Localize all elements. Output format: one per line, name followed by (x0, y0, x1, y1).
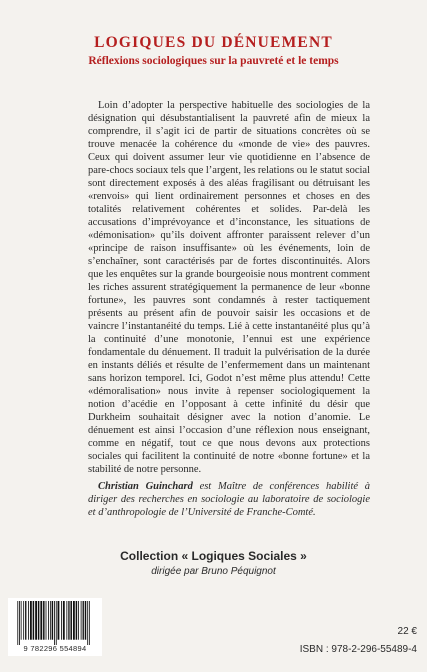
barcode-bar (38, 601, 40, 640)
barcode-bar (50, 601, 51, 640)
barcode-bar (21, 601, 22, 640)
barcode-bar (35, 601, 37, 640)
barcode-bar (58, 601, 60, 640)
barcode-bars (14, 601, 98, 645)
barcode-bar (68, 601, 69, 640)
barcode-bar (30, 601, 32, 640)
barcode-bar (33, 601, 35, 640)
book-subtitle: Réflexions sociologiques sur la pauvreté et le temps (88, 55, 339, 67)
barcode-bar (70, 601, 72, 640)
barcode-bar (87, 601, 88, 645)
blurb-text: Loin d’adopter la perspective habituelle des sociologies de la désignation qui désubstantialisent la pauvreté afin de mieux la comprendre, il s’agit ici de partir de situations concrètes où se trouve menacée la cohérence du «monde de vie» des pauvres. Ceux qui doivent assumer leur vie quotidienne en l’absence de pare-chocs sociaux tels que l’argent, les relations ou le statut social sont directement exposés à des aléas fragilisant ou détruisant les «renvois» qui lient ordinairement personnes et choses en des totalités relativement cohérentes et solides. Par-delà les accusations d’imprévoyance et d’inconstance, les situations de «démonisation» qu’ils doivent affronter paraissent relever d’un «principe de raison insuffisante» où les événements, loin de s’enchaîner, sont caractérisés par de fortes discontinuités. Alors que les enquêtes sur la grande bourgeoisie nous montrent comment les riches assurent stratégiquement la permanence de leur «bonne fortune», les pauvres sont condamnés à rester tactiquement présents au présent afin de pouvoir saisir les occasions et de vaincre l’instantanéité du temps. Lié à cette instantanéité plus qu’à la continuité d’une monotonie, l’ennui est une expérience fondamentale du dénuement. Il traduit la pulvérisation de la durée en instants déliés et résulte de l’enfermement dans un maintenant sans horizon temporel. Ici, Godot n’est même plus attendu! Cette «démoralisation» nous invite à repenser sociologiquement la notion d’acédie en l’opposant à cette infinité du désir que Durkheim souhaitait désigner avec la notion d’anomie. Le dénuement est ainsi l’occasion d’une réflexion nous enseignant, comme en négatif, tout ce que nous devons aux protections sociales qui facilitent la continuité de notre «bonne fortune» et la stabilité de notre personne. (88, 100, 370, 475)
barcode-bar (89, 601, 90, 645)
author-name: Christian Guinchard (98, 481, 193, 492)
barcode-bar (25, 601, 26, 640)
barcode-bar (40, 601, 42, 640)
barcode-bar (63, 601, 65, 640)
isbn: ISBN : 978-2-296-55489-4 (299, 644, 417, 655)
barcode-bar (78, 601, 79, 640)
price: 22 € (397, 626, 417, 637)
barcode-bar (81, 601, 82, 640)
barcode-bar (17, 601, 18, 645)
barcode-bar (28, 601, 29, 640)
barcode-number: 9 782296 554894 (23, 644, 87, 653)
book-title: LOGIQUES DU DÉNUEMENT (94, 34, 333, 51)
barcode-bar (48, 601, 49, 640)
barcode-bar (54, 601, 55, 645)
barcode (8, 598, 102, 656)
barcode-bar (19, 601, 20, 645)
barcode-bar (23, 601, 24, 640)
barcode-bar (85, 601, 87, 640)
author-note (88, 480, 370, 519)
barcode-bar (73, 601, 75, 640)
barcode-bar (76, 601, 78, 640)
collection-director: dirigée par Bruno Péquignot (151, 566, 276, 577)
barcode-bar (46, 601, 47, 640)
barcode-bar (52, 601, 54, 640)
collection-name: Collection « Logiques Sociales » (120, 549, 307, 563)
barcode-bar (83, 601, 84, 640)
barcode-bar (56, 601, 57, 645)
barcode-bar (66, 601, 67, 640)
barcode-bar (43, 601, 45, 640)
author-bio: est Maître de conférences habilité à diriger des recherches en sociologie au laboratoire de sociologie et d’anthropologie de l’Université de Franche-Comté. (88, 481, 370, 518)
barcode-bar (61, 601, 62, 640)
